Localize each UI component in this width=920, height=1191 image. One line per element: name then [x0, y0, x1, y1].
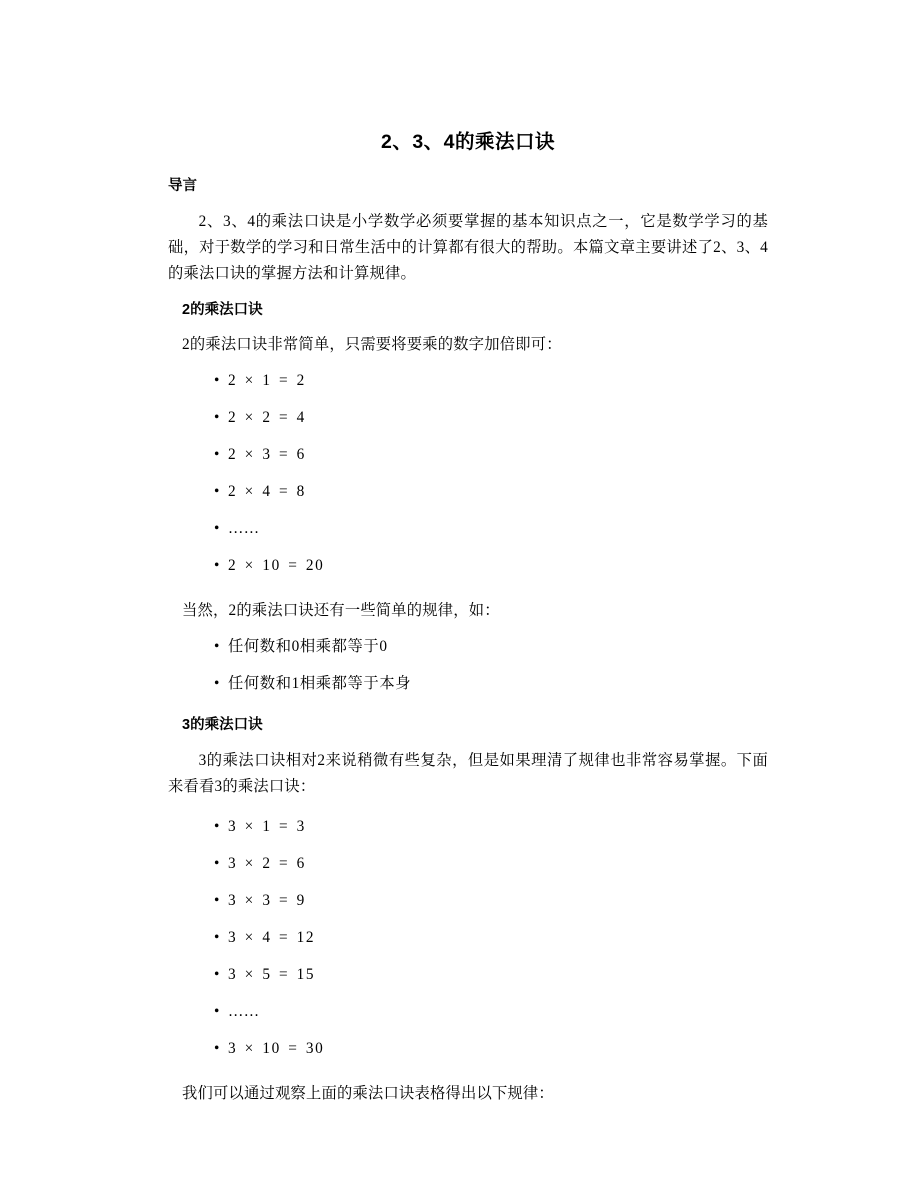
bullet-icon: •	[214, 446, 220, 464]
bullet-icon: •	[214, 638, 220, 656]
list-item	[214, 553, 768, 579]
list-item-label: 3 × 1 = 3	[228, 818, 306, 836]
three-times-table-list	[168, 814, 768, 1062]
section-heading-introduction: 导言	[168, 178, 197, 195]
list-item-label: 任何数和1相乘都等于本身	[228, 675, 412, 693]
list-item	[214, 888, 768, 914]
bullet-icon: •	[214, 929, 220, 947]
list-item	[214, 479, 768, 505]
two-times-table-intro: 2的乘法口诀非常简单，只需要将要乘的数字加倍即可：	[182, 336, 562, 354]
introduction-paragraph: 2、3、4的乘法口诀是小学数学必须要掌握的基本知识点之一，它是数学学习的基础，对于数学的学习和日常生活中的计算都有很大的帮助。本篇文章主要讲述了2、3、4的乘法口诀的掌握方法和计算规律。	[168, 212, 768, 282]
bullet-icon: •	[214, 818, 220, 836]
list-item-label: 3 × 4 = 12	[228, 929, 316, 947]
list-item-label: 3 × 2 = 6	[228, 855, 306, 873]
bullet-icon: •	[214, 675, 220, 693]
two-times-table-rules-list	[168, 634, 768, 697]
bullet-icon: •	[214, 557, 220, 575]
list-item	[214, 851, 768, 877]
list-item-ellipsis	[214, 516, 768, 542]
bullet-icon: •	[214, 483, 220, 501]
list-item-label: ……	[228, 1003, 260, 1021]
list-item	[214, 405, 768, 431]
bullet-icon: •	[214, 520, 220, 538]
list-item-label: 2 × 10 = 20	[228, 557, 325, 575]
list-item-label: 3 × 5 = 15	[228, 966, 316, 984]
list-item	[214, 925, 768, 951]
section-heading-two-times-table: 2的乘法口诀	[182, 301, 263, 318]
list-item-label: 任何数和0相乘都等于0	[228, 638, 388, 656]
bullet-icon: •	[214, 966, 220, 984]
two-times-table-list	[168, 368, 768, 579]
list-item	[214, 368, 768, 394]
list-item-label: 2 × 2 = 4	[228, 409, 306, 427]
bullet-icon: •	[214, 892, 220, 910]
list-item	[214, 814, 768, 840]
two-times-table-rules-intro: 当然，2的乘法口诀还有一些简单的规律，如：	[182, 602, 500, 620]
bullet-icon: •	[214, 372, 220, 390]
list-item	[214, 962, 768, 988]
bullet-icon: •	[214, 409, 220, 427]
document-title: 2、3、4的乘法口诀	[380, 131, 556, 153]
bullet-icon: •	[214, 1003, 220, 1021]
list-item	[214, 442, 768, 468]
list-item	[214, 1036, 768, 1062]
bullet-icon: •	[214, 1040, 220, 1058]
list-item-label: 3 × 10 = 30	[228, 1040, 325, 1058]
list-item	[214, 634, 768, 660]
list-item-label: ……	[228, 520, 260, 538]
list-item-ellipsis	[214, 999, 768, 1025]
three-times-table-closing: 我们可以通过观察上面的乘法口诀表格得出以下规律：	[182, 1085, 554, 1103]
section-heading-three-times-table: 3的乘法口诀	[182, 717, 263, 734]
three-times-table-intro: 3的乘法口诀相对2来说稍微有些复杂，但是如果理清了规律也非常容易掌握。下面来看看3的乘法口诀：	[168, 752, 768, 796]
list-item-label: 2 × 4 = 8	[228, 483, 306, 501]
list-item-label: 2 × 1 = 2	[228, 372, 306, 390]
list-item-label: 2 × 3 = 6	[228, 446, 306, 464]
list-item-label: 3 × 3 = 9	[228, 892, 306, 910]
list-item	[214, 671, 768, 697]
bullet-icon: •	[214, 855, 220, 873]
